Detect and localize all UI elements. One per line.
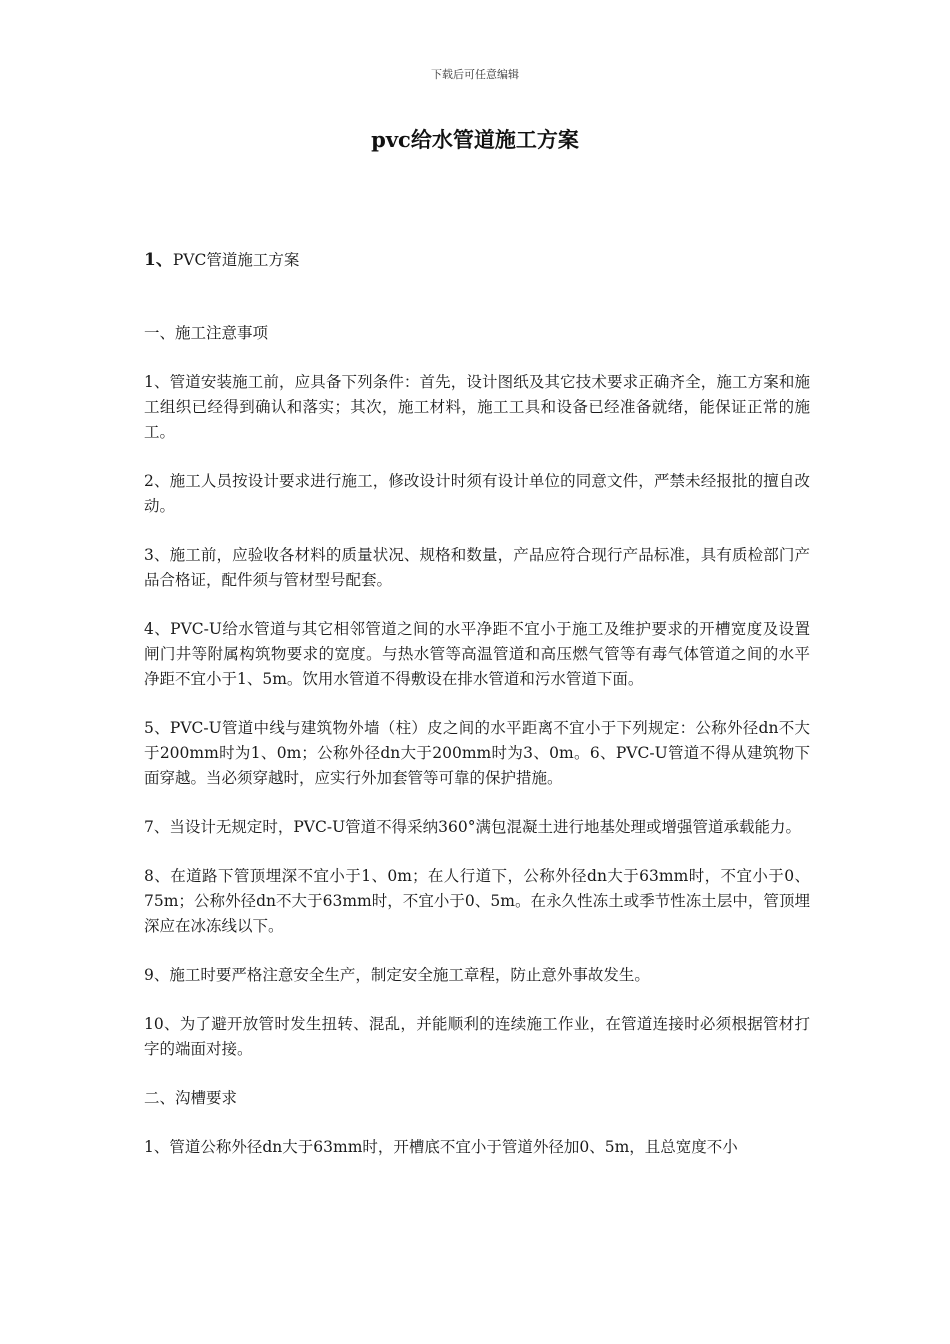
paragraph: 8、在道路下管顶埋深不宜小于1、0m；在人行道下，公称外径dn大于63mm时，不宜小于0、75m；公称外径dn不大于63mm时，不宜小于0、5m。在永久性冻土或季节性冻土层中，管顶埋深应在冰冻线以下。 [144,867,810,935]
paragraph: 7、当设计无规定时，PVC-U管道不得采纳360°满包混凝土进行地基处理或增强管道承载能力。 [144,818,801,836]
paragraph: 4、PVC-U给水管道与其它相邻管道之间的水平净距不宜小于施工及维护要求的开槽宽度及设置闸门井等附属构筑物要求的宽度。与热水管等高温管道和高压燃气管等有毒气体管道之间的水平净距不宜小于1、5m。饮用水管道不得敷设在排水管道和污水管道下面。 [144,620,810,688]
subsection-heading-2: 二、沟槽要求 [144,1089,238,1107]
paragraph: 3、施工前，应验收各材料的质量状况、规格和数量，产品应符合现行产品标准，具有质检部门产品合格证，配件须与管材型号配套。 [144,546,810,589]
paragraph: 1、管道公称外径dn大于63mm时，开槽底不宜小于管道外径加0、5m，且总宽度不小 [144,1138,738,1156]
document-title: pvc给水管道施工方案 [371,127,579,152]
subsection-heading-1: 一、施工注意事项 [144,324,269,342]
paragraph: 1、管道安装施工前，应具备下列条件：首先，设计图纸及其它技术要求正确齐全，施工方案和施工组织已经得到确认和落实；其次，施工材料，施工工具和设备已经准备就绪，能保证正常的施工。 [144,373,810,441]
section-number: 1、 [144,250,173,270]
header-note: 下载后可任意编辑 [431,68,519,81]
paragraph: 10、为了避开放管时发生扭转、混乱，并能顺利的连续施工作业，在管道连接时必须根据管材打字的端面对接。 [144,1015,810,1058]
document-body [144,248,810,1160]
section-heading [144,248,810,273]
paragraph: 2、施工人员按设计要求进行施工，修改设计时须有设计单位的同意文件，严禁未经报批的擅自改动。 [144,472,810,515]
paragraph: 9、施工时要严格注意安全生产，制定安全施工章程，防止意外事故发生。 [144,966,650,984]
paragraph: 5、PVC-U管道中线与建筑物外墙（柱）皮之间的水平距离不宜小于下列规定：公称外径dn不大于200mm时为1、0m；公称外径dn大于200mm时为3、0m。6、PVC-U管道不得从建筑物下面穿越。当必须穿越时，应实行外加套管等可靠的保护措施。 [144,719,810,787]
section-label: PVC管道施工方案 [172,251,300,269]
